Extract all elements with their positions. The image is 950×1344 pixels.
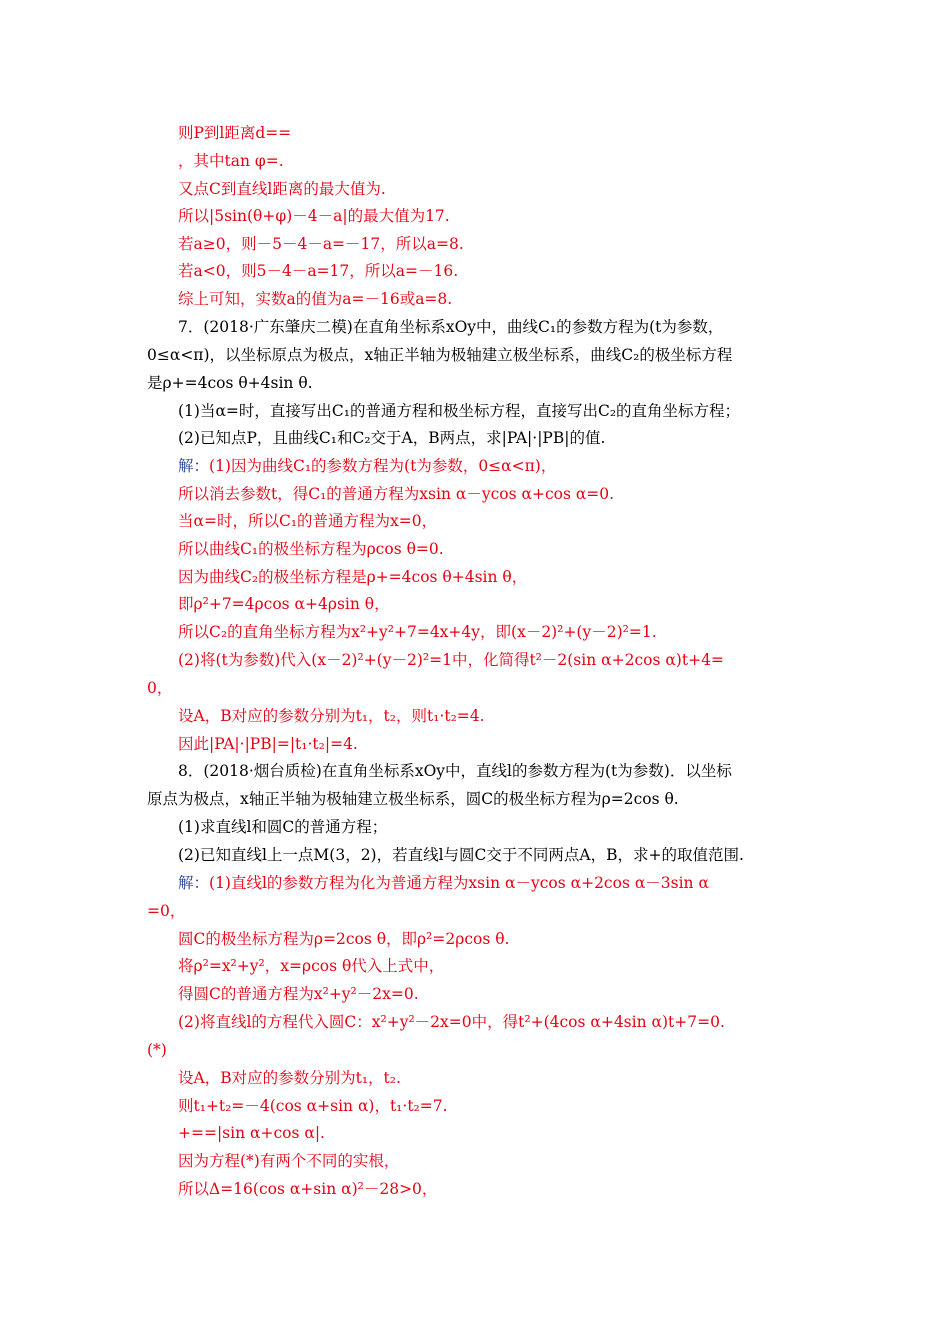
problem-8-text: 8．(2018·烟台质检)在直角坐标系xOy中，直线l的参数方程为(t为参数)．以坐标 [178,762,732,780]
text-line: 若a≥0，则－5－4－a=－17，所以a=8. [178,235,464,253]
solution-line [178,456,556,476]
problem-7-text: 是ρ+=4cos θ+4sin θ. [147,374,313,392]
problem-8-part-2: (2)已知直线l上一点M(3，2)，若直线l与圆C交于不同两点A，B，求+的取值范围. [178,846,744,864]
text-line: =0， [147,902,186,920]
problem-8-part-1: (1)求直线l和圆C的普通方程； [178,818,388,836]
text-line: ，其中tan φ=. [178,152,284,170]
text-line: 圆C的极坐标方程为ρ=2cos θ，即ρ²=2ρcos θ. [178,930,510,948]
text-line: 当α=时，所以C₁的普通方程为x=0， [178,512,438,530]
text-line: 则P到l距离d== [178,124,292,142]
text-line: (*) [147,1041,167,1059]
problem-7-text: 0≤α<π)，以坐标原点为极点，x轴正半轴为极轴建立极坐标系，曲线C₂的极坐标方程 [147,346,733,364]
solution-label: 解： [178,874,210,892]
text-line: 得圆C的普通方程为x²+y²－2x=0. [178,985,419,1003]
text-line: 将ρ²=x²+y²，x=ρcos θ代入上式中， [178,957,445,975]
problem-7-part-1: (1)当α=时，直接写出C₁的普通方程和极坐标方程，直接写出C₂的直角坐标方程； [178,402,741,420]
text-line: 若a<0，则5－4－a=17，所以a=－16. [178,262,459,280]
text-line: (2)将(t为参数)代入(x－2)²+(y－2)²=1中，化简得t²－2(sin α+2cos α)t+4= [178,651,724,669]
text-line: 所以曲线C₁的极坐标方程为ρcos θ=0. [178,540,444,558]
solution-line [178,873,709,893]
solution-text: (1)因为曲线C₁的参数方程为(t为参数，0≤α<π)， [209,457,557,475]
text-line: 所以C₂的直角坐标方程为x²+y²+7=4x+4y，即(x－2)²+(y－2)²=1. [178,623,657,641]
text-line: 所以Δ=16(cos α+sin α)²－28>0， [178,1180,438,1198]
text-line: 0， [147,679,173,697]
text-line: 所以|5sin(θ+φ)－4－a|的最大值为17. [178,207,450,225]
text-line: (2)将直线l的方程代入圆C：x²+y²－2x=0中，得t²+(4cos α+4sin α)t+7=0. [178,1013,725,1031]
problem-8-text: 原点为极点，x轴正半轴为极轴建立极坐标系，圆C的极坐标方程为ρ=2cos θ. [147,790,679,808]
text-line: 即ρ²+7=4ρcos α+4ρsin θ， [178,595,390,613]
text-line: 设A，B对应的参数分别为t₁，t₂. [178,1069,401,1087]
text-line: 综上可知，实数a的值为a=－16或a=8. [178,290,453,308]
text-line: 因此|PA|·|PB|=|t₁·t₂|=4. [178,735,358,753]
text-line: 因为方程(*)有两个不同的实根， [178,1152,400,1170]
text-line: 又点C到直线l距离的最大值为. [178,180,386,198]
solution-text: (1)直线l的参数方程为化为普通方程为xsin α－ycos α+2cos α－3sin α [209,874,709,892]
text-line: 设A，B对应的参数分别为t₁，t₂，则t₁·t₂=4. [178,707,485,725]
solution-label: 解： [178,457,210,475]
text-line: 因为曲线C₂的极坐标方程是ρ+=4cos θ+4sin θ， [178,568,528,586]
text-line: 则t₁+t₂=－4(cos α+sin α)，t₁·t₂=7. [178,1097,448,1115]
problem-7-text: 7．(2018·广东肇庆二模)在直角坐标系xOy中，曲线C₁的参数方程为(t为参数， [178,318,724,336]
text-line: 所以消去参数t，得C₁的普通方程为xsin α－ycos α+cos α=0. [178,485,615,503]
problem-7-part-2: (2)已知点P，且曲线C₁和C₂交于A，B两点，求|PA|·|PB|的值. [178,429,606,447]
text-line: +==|sin α+cos α|. [178,1124,325,1142]
